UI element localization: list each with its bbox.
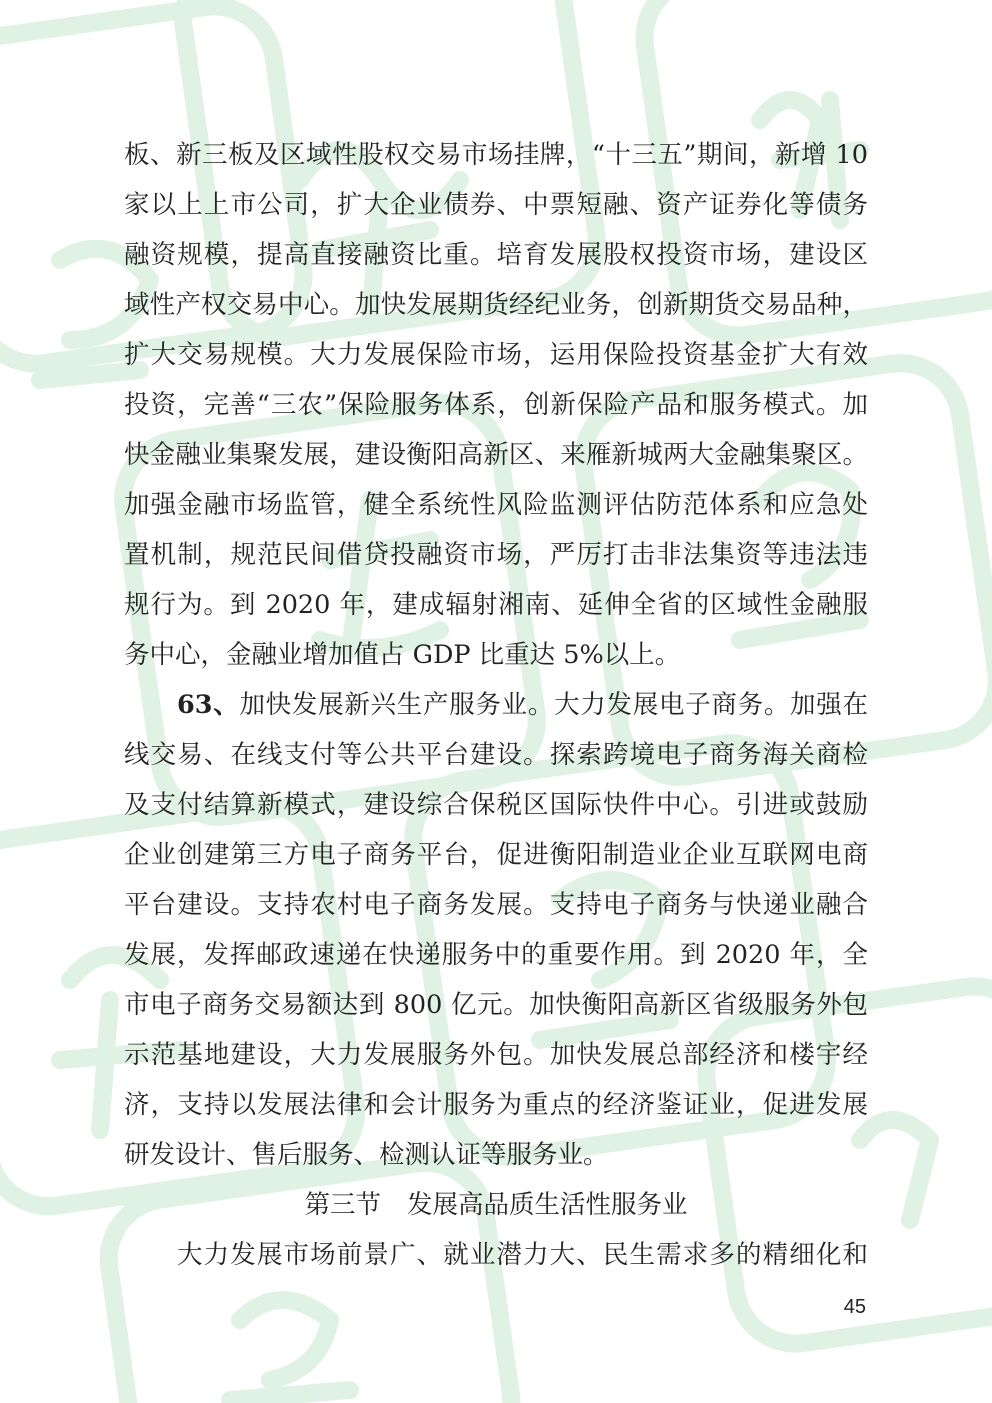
text-line: 家以上上市公司，扩大企业债券、中票短融、资产证券化等债务 — [124, 190, 868, 220]
item-text: 加快发展新兴生产服务业。大力发展电子商务。加强在 — [239, 690, 868, 720]
text-line: 企业创建第三方电子商务平台，促进衡阳制造业企业互联网电商 — [124, 840, 868, 870]
text-line: 市电子商务交易额达到 800 亿元。加快衡阳高新区省级服务外包 — [124, 990, 868, 1020]
text-line: 域性产权交易中心。加快发展期货经纪业务，创新期货交易品种， — [124, 290, 868, 320]
item-63-heading-line — [177, 680, 868, 730]
text-line: 研发设计、售后服务、检测认证等服务业。 — [124, 1140, 609, 1170]
text-line: 板、新三板及区域性股权交易市场挂牌，“十三五”期间，新增 10 — [124, 140, 868, 170]
text-line: 加强金融市场监管，健全系统性风险监测评估防范体系和应急处 — [124, 490, 868, 520]
text-line: 大力发展市场前景广、就业潜力大、民生需求多的精细化和 — [177, 1240, 868, 1270]
page-number: 45 — [843, 1296, 866, 1318]
text-line: 示范基地建设，大力发展服务外包。加快发展总部经济和楼宇经 — [124, 1040, 868, 1070]
item-number: 63、 — [177, 690, 240, 720]
text-line: 投资，完善“三农”保险服务体系，创新保险产品和服务模式。加 — [124, 390, 868, 420]
text-line: 发展，发挥邮政速递在快递服务中的重要作用。到 2020 年，全 — [124, 940, 868, 970]
text-line: 规行为。到 2020 年，建成辐射湘南、延伸全省的区域性金融服 — [124, 590, 868, 620]
text-line: 扩大交易规模。大力发展保险市场，运用保险投资基金扩大有效 — [124, 340, 868, 370]
text-line: 快金融业集聚发展，建设衡阳高新区、来雁新城两大金融集聚区。 — [124, 440, 868, 470]
text-line: 置机制，规范民间借贷投融资市场，严厉打击非法集资等违法违 — [124, 540, 868, 570]
text-line: 平台建设。支持农村电子商务发展。支持电子商务与快递业融合 — [124, 890, 868, 920]
section-title: 第三节 发展高品质生活性服务业 — [304, 1190, 688, 1220]
text-line: 及支付结算新模式，建设综合保税区国际快件中心。引进或鼓励 — [124, 790, 868, 820]
text-line: 务中心，金融业增加值占 GDP 比重达 5%以上。 — [124, 640, 681, 670]
text-line: 济，支持以发展法律和会计服务为重点的经济鉴证业，促进发展 — [124, 1090, 868, 1120]
text-line: 线交易、在线支付等公共平台建设。探索跨境电子商务海关商检 — [124, 740, 868, 770]
text-line: 融资规模，提高直接融资比重。培育发展股权投资市场，建设区 — [124, 240, 868, 270]
